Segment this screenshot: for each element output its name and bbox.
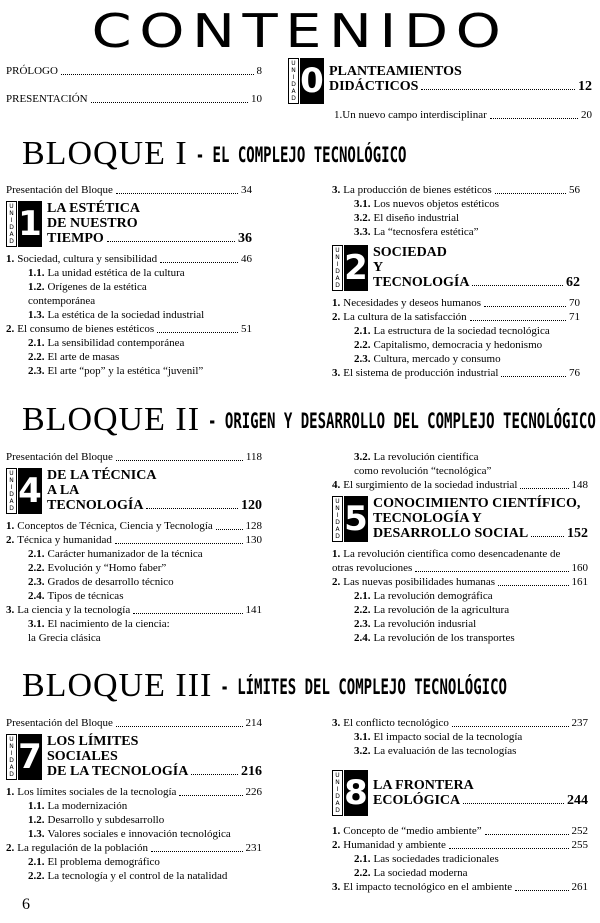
bloque-2-right: [332, 450, 588, 645]
unit-title-line: TECNOLOGÍA Y: [373, 511, 482, 526]
toc-entry[interactable]: 3. El sistema de producción industrial 76: [332, 367, 580, 379]
toc-subentry[interactable]: 3.2. La revolución científica: [354, 451, 479, 463]
toc-subentry[interactable]: 3.1. El impacto social de la tecnología: [354, 731, 523, 743]
toc-subentry[interactable]: 1.3. Valores sociales e innovación tecnológica: [28, 828, 231, 840]
toc-subentry[interactable]: 2.2. La revolución de la agricultura: [354, 604, 510, 616]
unit-2-header[interactable]: [332, 245, 580, 291]
unit-number: 5: [344, 496, 368, 542]
toc-entry[interactable]: PRÓLOGO 8: [6, 65, 262, 77]
unit-title-line: TECNOLOGÍA: [47, 498, 144, 513]
toc-subentry[interactable]: 1.1. La modernización: [28, 800, 128, 812]
toc-entry[interactable]: 2. Técnica y humanidad 130: [6, 534, 262, 546]
toc-entry[interactable]: Presentación del Bloque 118: [6, 451, 262, 463]
toc-subentry[interactable]: 2.2. Evolución y “Homo faber”: [28, 562, 167, 574]
bloque-3-left: [6, 716, 262, 883]
toc-entry[interactable]: 2. La cultura de la satisfacción 71: [332, 311, 580, 323]
unit-label: U N I D A D: [332, 770, 343, 816]
unit-page: 244: [567, 793, 588, 808]
bloque-3-heading: BLOQUE III - LÍMITES DEL COMPLEJO TECNOLÓGICO: [22, 667, 507, 704]
toc-entry[interactable]: 1. Los límites sociales de la tecnología 226: [6, 786, 262, 798]
unit-label: U N I D A D: [332, 496, 343, 542]
toc-entry[interactable]: 2. Las nuevas posibilidades humanas 161: [332, 576, 588, 588]
unit-title-line: PLANTEAMIENTOS: [329, 64, 462, 79]
toc-subentry[interactable]: como revolución “tecnológica”: [354, 465, 492, 477]
unit-title-line: DE LA TÉCNICA: [47, 468, 157, 483]
bloque-1-heading: BLOQUE I - EL COMPLEJO TECNOLÓGICO: [22, 135, 407, 172]
unit-page: 36: [238, 231, 252, 246]
toc-subentry[interactable]: 1.2. Desarrollo y subdesarrollo: [28, 814, 165, 826]
unit-title-line: SOCIALES: [47, 749, 118, 764]
unit-8-header[interactable]: [332, 770, 588, 816]
unit-label: U N I D A D: [288, 58, 299, 104]
unit-label: U N I D A D: [6, 468, 17, 514]
toc-subentry[interactable]: 2.2. Capitalismo, democracia y hedonismo: [354, 339, 543, 351]
unit-title-line: TECNOLOGÍA: [373, 275, 470, 290]
toc-subentry[interactable]: 2.1. La estructura de la sociedad tecnológica: [354, 325, 550, 337]
toc-entry[interactable]: 1. Conceptos de Técnica, Ciencia y Tecnología 128: [6, 520, 262, 532]
toc-entry[interactable]: 3. La producción de bienes estéticos 56: [332, 184, 580, 196]
toc-subentry[interactable]: 3.2. El diseño industrial: [354, 212, 460, 224]
unit-number: 4: [18, 468, 42, 514]
toc-entry[interactable]: 3. El conflicto tecnológico 237: [332, 717, 588, 729]
bloque-1-left: [6, 183, 252, 378]
toc-subentry[interactable]: 3.1. Los nuevos objetos estéticos: [354, 198, 500, 210]
unit-title-line: LA FRONTERA: [373, 778, 474, 793]
toc-subentry[interactable]: 2.4. Tipos de técnicas: [28, 590, 124, 602]
unit-title-line: LA ESTÉTICA: [47, 201, 140, 216]
bloque-1-right: [332, 183, 580, 380]
toc-subentry[interactable]: 2.2. La tecnología y el control de la natalidad: [28, 870, 228, 882]
toc-subentry[interactable]: 2.2. El arte de masas: [28, 351, 120, 363]
unit-title-line: SOCIEDAD: [373, 245, 447, 260]
unit-title-line: DE LA TECNOLOGÍA: [47, 764, 189, 779]
unit-number: 7: [18, 734, 42, 780]
toc-entry[interactable]: 1. Necesidades y deseos humanos 70: [332, 297, 580, 309]
unit-page: 62: [566, 275, 580, 290]
unit-title-line: CONOCIMIENTO CIENTÍFICO,: [373, 496, 581, 511]
toc-entry[interactable]: 3. La ciencia y la tecnología 141: [6, 604, 262, 616]
unit-title-line: DIDÁCTICOS: [329, 79, 419, 94]
unit-4-header[interactable]: [6, 468, 262, 514]
toc-entry[interactable]: otras revoluciones 160: [332, 562, 588, 574]
unit-page: 120: [241, 498, 262, 513]
unit-number: 8: [344, 770, 368, 816]
front-matter: [6, 64, 262, 106]
unit-title-line: Y: [373, 260, 384, 275]
toc-entry[interactable]: 2. El consumo de bienes estéticos 51: [6, 323, 252, 335]
toc-subentry[interactable]: 2.3. Grados de desarrollo técnico: [28, 576, 174, 588]
toc-subentry[interactable]: 1.1. La unidad estética de la cultura: [28, 267, 185, 279]
toc-subentry[interactable]: 2.1. Carácter humanizador de la técnica: [28, 548, 203, 560]
unit-7-header[interactable]: [6, 734, 262, 780]
toc-entry[interactable]: 1. Sociedad, cultura y sensibilidad 46: [6, 253, 252, 265]
unit-0-items: [334, 108, 592, 122]
unit-number: 1: [18, 201, 42, 247]
unit-title-line: A LA: [47, 483, 80, 498]
unit-page: 12: [578, 79, 592, 94]
bloque-2-left: [6, 450, 262, 645]
toc-subentry[interactable]: 2.2. La sociedad moderna: [354, 867, 468, 879]
toc-subentry[interactable]: contemporánea: [28, 295, 96, 307]
unit-number: 2: [344, 245, 368, 291]
toc-entry[interactable]: 1. La revolución científica como desencadenante de: [332, 548, 561, 560]
unit-title-line: DE NUESTRO: [47, 216, 138, 231]
unit-title-line: LOS LÍMITES: [47, 734, 139, 749]
toc-entry[interactable]: 1. Concepto de “medio ambiente” 252: [332, 825, 588, 837]
unit-page: 152: [567, 526, 588, 541]
toc-subentry[interactable]: 2.3. La revolución indusrial: [354, 618, 477, 630]
toc-subentry[interactable]: 3.1. El nacimiento de la ciencia:: [28, 618, 170, 630]
toc-subentry[interactable]: la Grecia clásica: [28, 632, 101, 644]
toc-entry[interactable]: 3. El impacto tecnológico en el ambiente 261: [332, 881, 588, 893]
toc-subentry[interactable]: 3.3. La “tecnosfera estética”: [354, 226, 479, 238]
page-number: 6: [22, 896, 30, 913]
toc-entry[interactable]: 2. Humanidad y ambiente 255: [332, 839, 588, 851]
unit-0-header[interactable]: [288, 58, 592, 104]
toc-entry[interactable]: PRESENTACIÓN 10: [6, 93, 262, 105]
unit-number: 0: [300, 58, 324, 104]
toc-entry[interactable]: Presentación del Bloque 214: [6, 717, 262, 729]
unit-title-line: DESARROLLO SOCIAL: [373, 526, 529, 541]
toc-subentry[interactable]: 2.1. La revolución demográfica: [354, 590, 493, 602]
toc-subentry[interactable]: 2.3. El arte “pop” y la estética “juvenil”: [28, 365, 204, 377]
toc-subentry[interactable]: 2.1. El problema demográfico: [28, 856, 160, 868]
toc-entry[interactable]: 4. El surgimiento de la sociedad industrial 148: [332, 479, 588, 491]
unit-label: U N I D A D: [332, 245, 343, 291]
bloque-3-right: [332, 716, 588, 894]
unit-title-line: TIEMPO: [47, 231, 104, 246]
unit-1-header[interactable]: [6, 201, 252, 247]
toc-subentry[interactable]: 2.4. La revolución de los transportes: [354, 632, 515, 644]
toc-entry[interactable]: 1.Un nuevo campo interdisciplinar 20: [334, 109, 592, 121]
unit-title-line: ECOLÓGICA: [373, 793, 461, 808]
toc-subentry[interactable]: 1.3. La estética de la sociedad industrial: [28, 309, 205, 321]
toc-entry[interactable]: Presentación del Bloque 34: [6, 184, 252, 196]
toc-entry[interactable]: 2. La regulación de la población 231: [6, 842, 262, 854]
bloque-2-heading: BLOQUE II - ORIGEN Y DESARROLLO DEL COMPLEJO TECNOLÓGICO: [22, 401, 596, 438]
toc-subentry[interactable]: 2.1. Las sociedades tradicionales: [354, 853, 499, 865]
page-title: CONTENIDO: [91, 4, 509, 58]
unit-label: U N I D A D: [6, 734, 17, 780]
toc-subentry[interactable]: 2.1. La sensibilidad contemporánea: [28, 337, 185, 349]
toc-subentry[interactable]: 2.3. Cultura, mercado y consumo: [354, 353, 501, 365]
unit-label: U N I D A D: [6, 201, 17, 247]
unit-5-header[interactable]: [332, 496, 588, 542]
unit-page: 216: [241, 764, 262, 779]
toc-subentry[interactable]: 1.2. Orígenes de la estética: [28, 281, 147, 293]
toc-subentry[interactable]: 3.2. La evaluación de las tecnologías: [354, 745, 517, 757]
